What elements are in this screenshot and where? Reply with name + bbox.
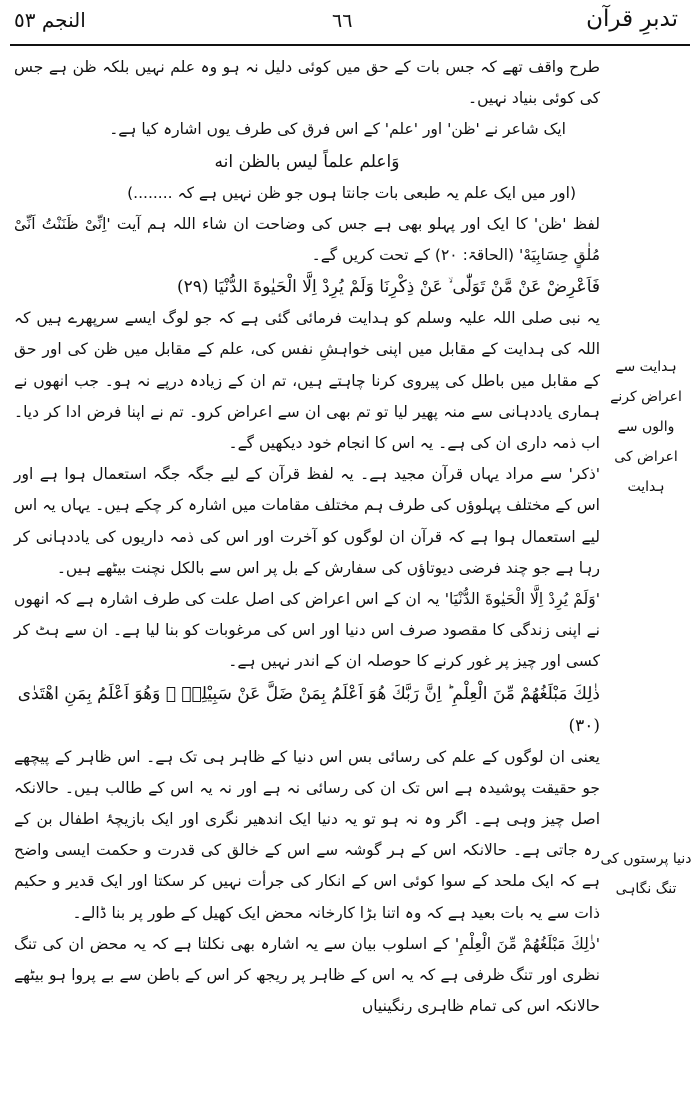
paragraph: 'وَلَمْ یُرِدْ اِلَّا الْحَیٰوةَ الدُّنْیَا' یہ ان کے اس اعراض کی اصل علت کی طرف اشارہ ہے کہ انھوں نے اپنی زندگی کا مقصود صرف اس دنیا اور اس کی مرغوبات کو بنا لیا ہے۔ ان سے ہٹ کر کسی اور چیز پر غور کرنے کا حوصلہ ان کے اندر نہیں ہے۔ — [14, 590, 600, 671]
paragraph: طرح واقف تھے کہ جس بات کے حق میں کوئی دلیل نہ ہو وہ علم نہیں بلکہ ظن ہے جس کی کوئی بنیاد نہیں۔ — [14, 58, 600, 108]
paragraph: 'ذٰلِكَ مَبْلَغُهُمْ مِّنَ الْعِلْمِ' کے اسلوب بیان سے یہ اشارہ بھی نکلتا ہے کہ یہ محض ان کی تنگ نظری اور تنگ ظرفی ہے کہ یہ اس کے ظاہر پر ریجھ کر اس کے باطن سے بے پروا ہو بیٹھے حالانکہ اس کی تمام ظاہری رنگینیاں — [14, 934, 600, 1016]
paragraph: ایک شاعر نے 'ظن' اور 'علم' کے اس فرق کی طرف یوں اشارہ کیا ہے۔ — [109, 120, 566, 139]
paragraph: لفظ 'ظن' کا ایک اور پہلو بھی ہے جس کی وضاحت ان شاء اللہ ہم آیت 'اِنِّیْ ظَنَنْتُ اَنِّیْ مُلٰقٍ حِسَابِیَهْ' (الحاقۃ: ۲۰) کے تحت کریں گے۔ — [14, 214, 600, 265]
surah-label: النجم ٥٣ — [14, 8, 86, 32]
margin-note-1: ہدایت سے اعراض کرنے والوں سے اعراض کی ہدایت — [610, 359, 682, 495]
verse-translation: (اور میں ایک علم یہ طبعی بات جانتا ہوں جو ظن نہیں ہے کہ ........) — [127, 183, 576, 202]
page-header — [0, 0, 700, 44]
page-number: ٦٦ — [332, 10, 353, 32]
commentary-body — [14, 52, 600, 1022]
paragraph: 'ذکر' سے مراد یہاں قرآن مجید ہے۔ یہ لفظ قرآن کے لیے جگہ جگہ استعمال ہوا ہے اور اس کے مختلف پہلوؤں کی طرف ہم مختلف مقامات میں اشارہ کر چکے ہیں۔ یہاں یہ اس لیے استعمال ہوا ہے کہ قرآن ان لوگوں کو آخرت اور اس کی ذمہ داریوں کی یاددہانی کر رہا ہے جو چند فرضی دیوتاؤں کی سفارش کے بل پر اس سے بالکل نچنت بیٹھے ہیں۔ — [14, 465, 600, 577]
book-title: تدبرِ قرآن — [586, 6, 678, 32]
header-rule — [10, 44, 690, 46]
paragraph: یعنی ان لوگوں کے علم کی رسائی بس اس دنیا کے ظاہر ہی تک ہے۔ اس ظاہر کے پیچھے جو حقیقت پوشیدہ ہے اس تک ان کی رسائی نہ ہے اور نہ یہ اس کے طالب ہیں۔ حالانکہ اصل چیز وہی ہے۔ اگر وہ نہ ہو تو یہ دنیا ایک اندھیر نگری اور ایک بازیچۂ اطفال بن کے رہ جاتی ہے۔ حالانکہ اس کے ہر گوشہ سے اس کے خالق کی قدرت و حکمت ایسی واضح ہے کہ ایک ملحد کے سوا کوئی اس کے انکار کی جرأت نہیں کر سکتا اور ایک قدیر و حکیم ذات سے یہ بات بعید ہے کہ وہ اتنا بڑا کارخانہ محض ایک کھیل کے طور پر بنا ڈالے۔ — [14, 747, 600, 922]
quran-verse-30: ذٰلِكَ مَبْلَغُهُمْ مِّنَ الْعِلْمِ ؕ اِنَّ رَبَّكَ هُوَ اَعْلَمُ بِمَنْ ضَلَّ عَنْ سَبِیْلِهٖ ۙ وَهُوَ اَعْلَمُ بِمَنِ اهْتَدٰى (۳۰) — [17, 683, 600, 736]
poetry-verse: وَاعلم علماً ليس بالظن انه — [214, 151, 400, 172]
margin-note-2: دنیا پرستوں کی تنگ نگاہی — [600, 851, 692, 897]
paragraph: یہ نبی صلی اللہ علیہ وسلم کو ہدایت فرمائی گئی ہے کہ جو لوگ ایسے سرپھرے ہیں کہ اللہ کی ہدایت کے مقابل میں اپنی خواہشِ نفس کی، علم کے مقابل میں ظن کی اور حق کے مقابل میں باطل کی پیروی کرنا چاہتے ہیں، تم ان کے زیادہ درپے نہ ہو۔ جب انھوں نے ہماری یاددہانی سے منہ پھیر لیا تو تم بھی ان سے اعراض کرو۔ تم نے اپنا فرض ادا کر دیا۔ اب ذمہ داری ان کی ہے۔ یہ اس کا انجام خود دیکھیں گے۔ — [14, 309, 600, 453]
quran-verse-29: فَاَعْرِضْ عَنْ مَّنْ تَوَلّٰى ۙ عَنْ ذِكْرِنَا وَلَمْ یُرِدْ اِلَّا الْحَیٰوةَ الدُّنْیَا (۲۹) — [176, 277, 600, 298]
